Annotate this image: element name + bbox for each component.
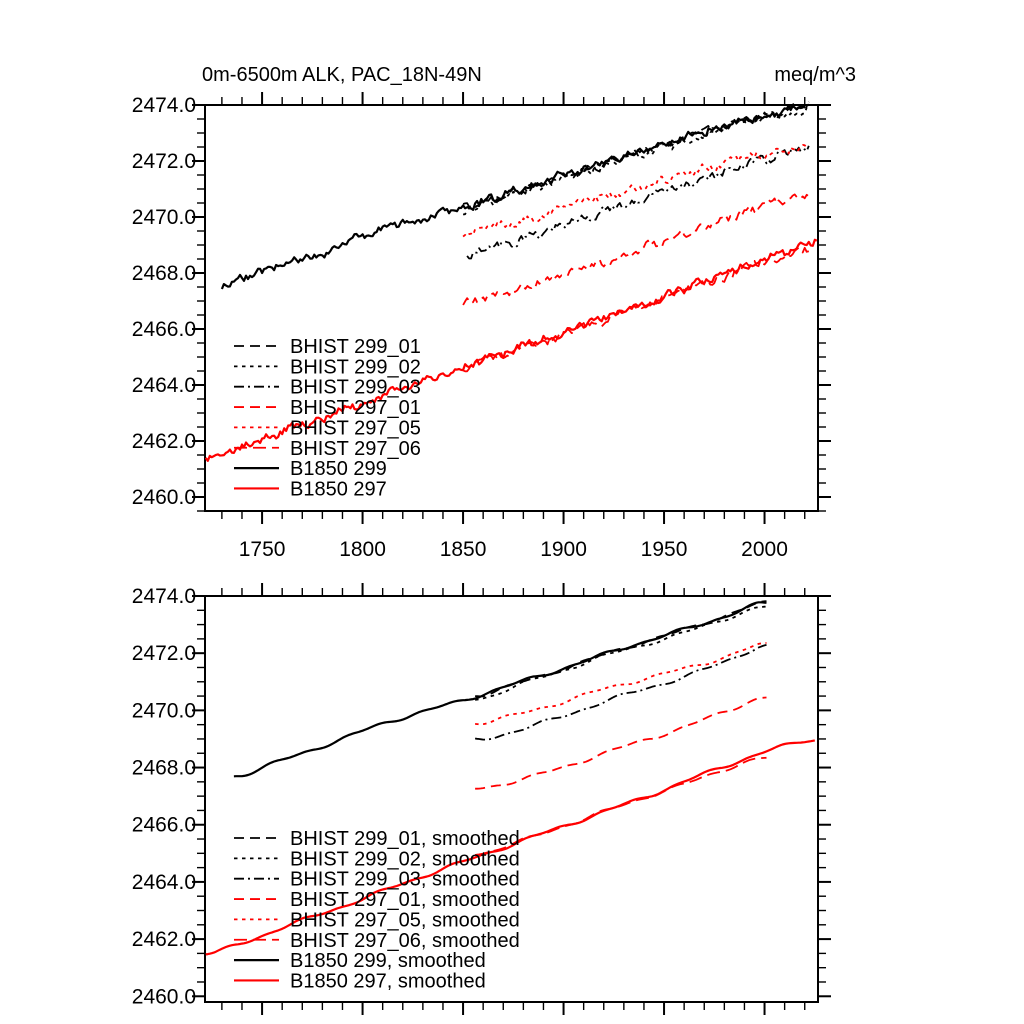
y-tick-label: 2466.0	[131, 318, 196, 341]
top-panel	[132, 92, 831, 561]
legend-label: BHIST 297_01, smoothed	[290, 889, 520, 912]
legend-label: BHIST 297_01	[290, 397, 421, 420]
legend-label: B1850 299, smoothed	[290, 950, 486, 973]
legend-label: B1850 297	[290, 478, 387, 501]
y-tick-label: 2462.0	[131, 430, 196, 453]
series-line-b1850-299-smoothed	[234, 602, 767, 776]
x-tick-label: 1950	[640, 538, 688, 561]
legend-label: BHIST 299_02, smoothed	[290, 848, 520, 871]
y-tick-label: 2464.0	[131, 870, 196, 894]
legend-label: BHIST 299_02	[290, 356, 421, 379]
y-tick-label: 2472.0	[131, 150, 196, 173]
legend-label: BHIST 297_05, smoothed	[290, 909, 520, 932]
units-label: meq/m^3	[774, 64, 856, 86]
y-tick-label: 2474.0	[131, 94, 196, 117]
series-line-bhist-299-02-smoothed	[475, 607, 766, 700]
series-line-bhist-299-03	[467, 146, 809, 259]
legend-label: BHIST 297_06	[290, 437, 421, 460]
y-tick-label: 2468.0	[131, 262, 196, 285]
y-tick-label: 2472.0	[131, 642, 196, 666]
series-line-bhist-297-01-smoothed	[475, 698, 766, 789]
legend-label: B1850 299	[290, 458, 387, 481]
series-line-bhist-299-02	[463, 107, 809, 214]
legend-label: BHIST 299_01, smoothed	[290, 828, 520, 850]
y-tick-label: 2470.0	[131, 699, 196, 723]
x-tick-label: 1750	[238, 538, 286, 561]
legend-label: BHIST 299_01	[290, 336, 421, 358]
y-tick-label: 2464.0	[131, 374, 196, 397]
y-tick-label: 2460.0	[131, 985, 196, 1009]
legend-label: BHIST 297_06, smoothed	[290, 929, 520, 952]
legend-label: B1850 297, smoothed	[290, 970, 486, 993]
y-tick-label: 2468.0	[131, 756, 196, 780]
y-tick-label: 2474.0	[131, 585, 196, 608]
legend-label: BHIST 297_05	[290, 417, 421, 440]
legend-label: BHIST 299_03, smoothed	[290, 868, 520, 891]
series-line-bhist-297-06	[463, 248, 809, 372]
y-tick-label: 2466.0	[131, 813, 196, 837]
series-line-b1850-299	[222, 105, 809, 290]
series-line-bhist-299-03-smoothed	[475, 645, 766, 740]
x-tick-label: 2000	[741, 538, 788, 561]
plot-title: 0m-6500m ALK, PAC_18N-49N	[202, 64, 482, 86]
legend-label: BHIST 299_03	[290, 376, 421, 399]
x-tick-label: 1900	[540, 538, 587, 561]
y-tick-label: 2462.0	[131, 928, 196, 952]
y-tick-label: 2470.0	[131, 206, 196, 229]
series-line-bhist-297-01	[463, 194, 809, 305]
y-tick-label: 2460.0	[131, 486, 196, 509]
x-tick-label: 1850	[439, 538, 487, 561]
bottom-panel	[132, 583, 831, 1015]
x-tick-label: 1800	[339, 538, 386, 561]
